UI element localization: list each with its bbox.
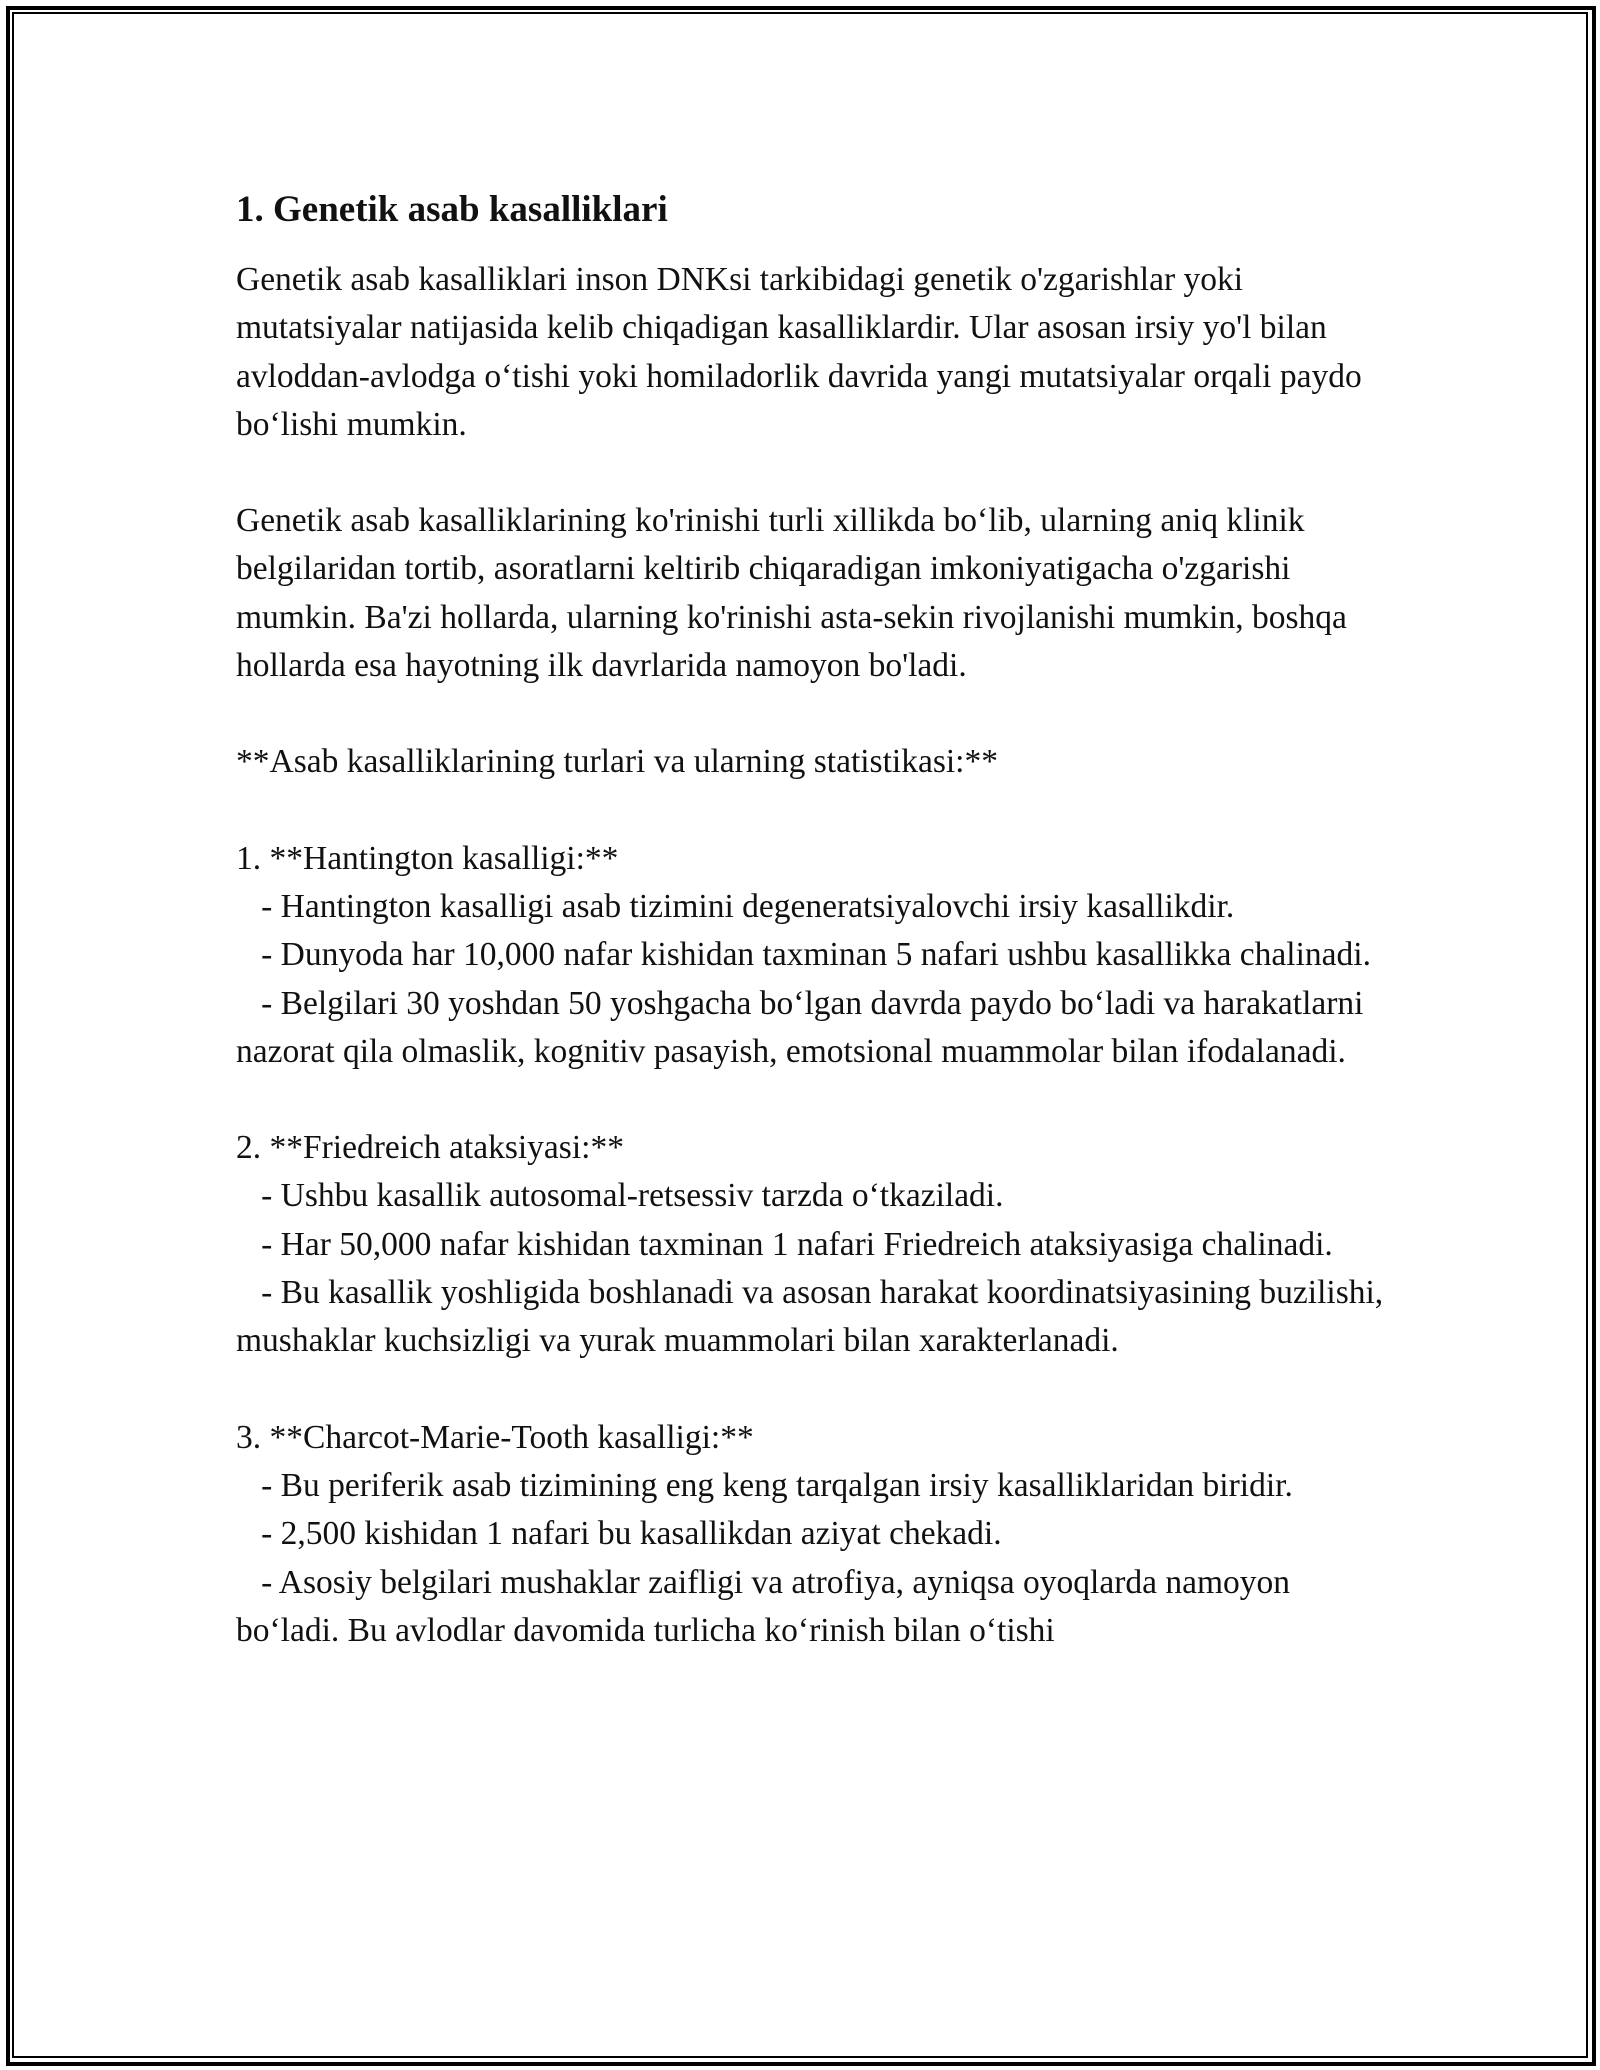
document-body — [236, 186, 1392, 1655]
paragraph-gap — [236, 787, 1386, 835]
disease-bullet: - 2,500 kishidan 1 nafari bu kasallikdan aziyat chekadi. — [236, 1515, 1002, 1553]
disease-bullet: - Hantington kasalligi asab tizimini degeneratsiyalovchi irsiy kasallikdir. — [236, 887, 1235, 925]
disease-bullet: - Dunyoda har 10,000 nafar kishidan taxminan 5 nafari ushbu kasallikka chalinadi. — [236, 936, 1371, 974]
paragraph-gap — [236, 449, 1386, 497]
intro-paragraph-2: Genetik asab kasalliklarining ko'rinishi turli xillikda bo‘lib, ularning aniq klinik belgilaridan tortib, asoratlarni keltirib chiqaradigan imkoniyatigacha o'zgarishi mumkin. Ba'zi hollarda, ularning ko'rinishi asta-sekin rivojlanishi mumkin, boshqa hollarda esa hayotning ilk davrlarida namoyon bo'ladi. — [236, 502, 1356, 685]
disease-bullet: - Ushbu kasallik autosomal-retsessiv tarzda o‘tkaziladi. — [236, 1177, 1004, 1215]
section-heading: 1. Genetik asab kasalliklari — [236, 189, 668, 230]
disease-entry-charcot-marie-tooth — [236, 1414, 1386, 1655]
disease-bullet: - Har 50,000 nafar kishidan taxminan 1 nafari Friedreich ataksiyasiga chalinadi. — [236, 1225, 1333, 1263]
disease-entry-hantington — [236, 835, 1386, 1076]
paragraph-gap — [236, 1366, 1386, 1414]
disease-entry-friedreich — [236, 1124, 1392, 1365]
paragraph-gap — [236, 690, 1386, 738]
intro-paragraph-1: Genetik asab kasalliklari inson DNKsi tarkibidagi genetik o'zgarishlar yoki mutatsiyalar natijasida kelib chiqadigan kasalliklardir. Ular asosan irsiy yo'l bilan avloddan-avlodga o‘tishi yoki homiladorlik davrida yangi mutatsiyalar orqali paydo bo‘lishi mumkin. — [236, 261, 1371, 443]
disease-bullet: - Asosiy belgilari mushaklar zaifligi va atrofiya, ayniqsa oyoqlarda namoyon bo‘ladi. Bu avlodlar davomida turlicha ko‘rinish bilan o‘tishi — [236, 1563, 1299, 1649]
disease-title: 3. **Charcot-Marie-Tooth kasalligi:** — [236, 1418, 754, 1456]
paragraph-gap — [236, 1076, 1386, 1124]
disease-title: 2. **Friedreich ataksiyasi:** — [236, 1129, 624, 1167]
disease-bullet: - Bu periferik asab tizimining eng keng tarqalgan irsiy kasalliklaridan biridir. — [236, 1466, 1293, 1504]
disease-bullet: - Belgilari 30 yoshdan 50 yoshgacha bo‘lgan davrda paydo bo‘ladi va harakatlarni nazorat qila olmaslik, kognitiv pasayish, emotsional muammolar bilan ifodalanadi. — [236, 984, 1372, 1070]
disease-bullet: - Bu kasallik yoshligida boshlanadi va asosan harakat koordinatsiyasining buzilishi, mushaklar kuchsizligi va yurak muammolari bilan xarakterlanadi. — [236, 1274, 1392, 1360]
statistics-title: **Asab kasalliklarining turlari va ularning statistikasi:** — [236, 743, 998, 781]
disease-title: 1. **Hantington kasalligi:** — [236, 839, 619, 877]
